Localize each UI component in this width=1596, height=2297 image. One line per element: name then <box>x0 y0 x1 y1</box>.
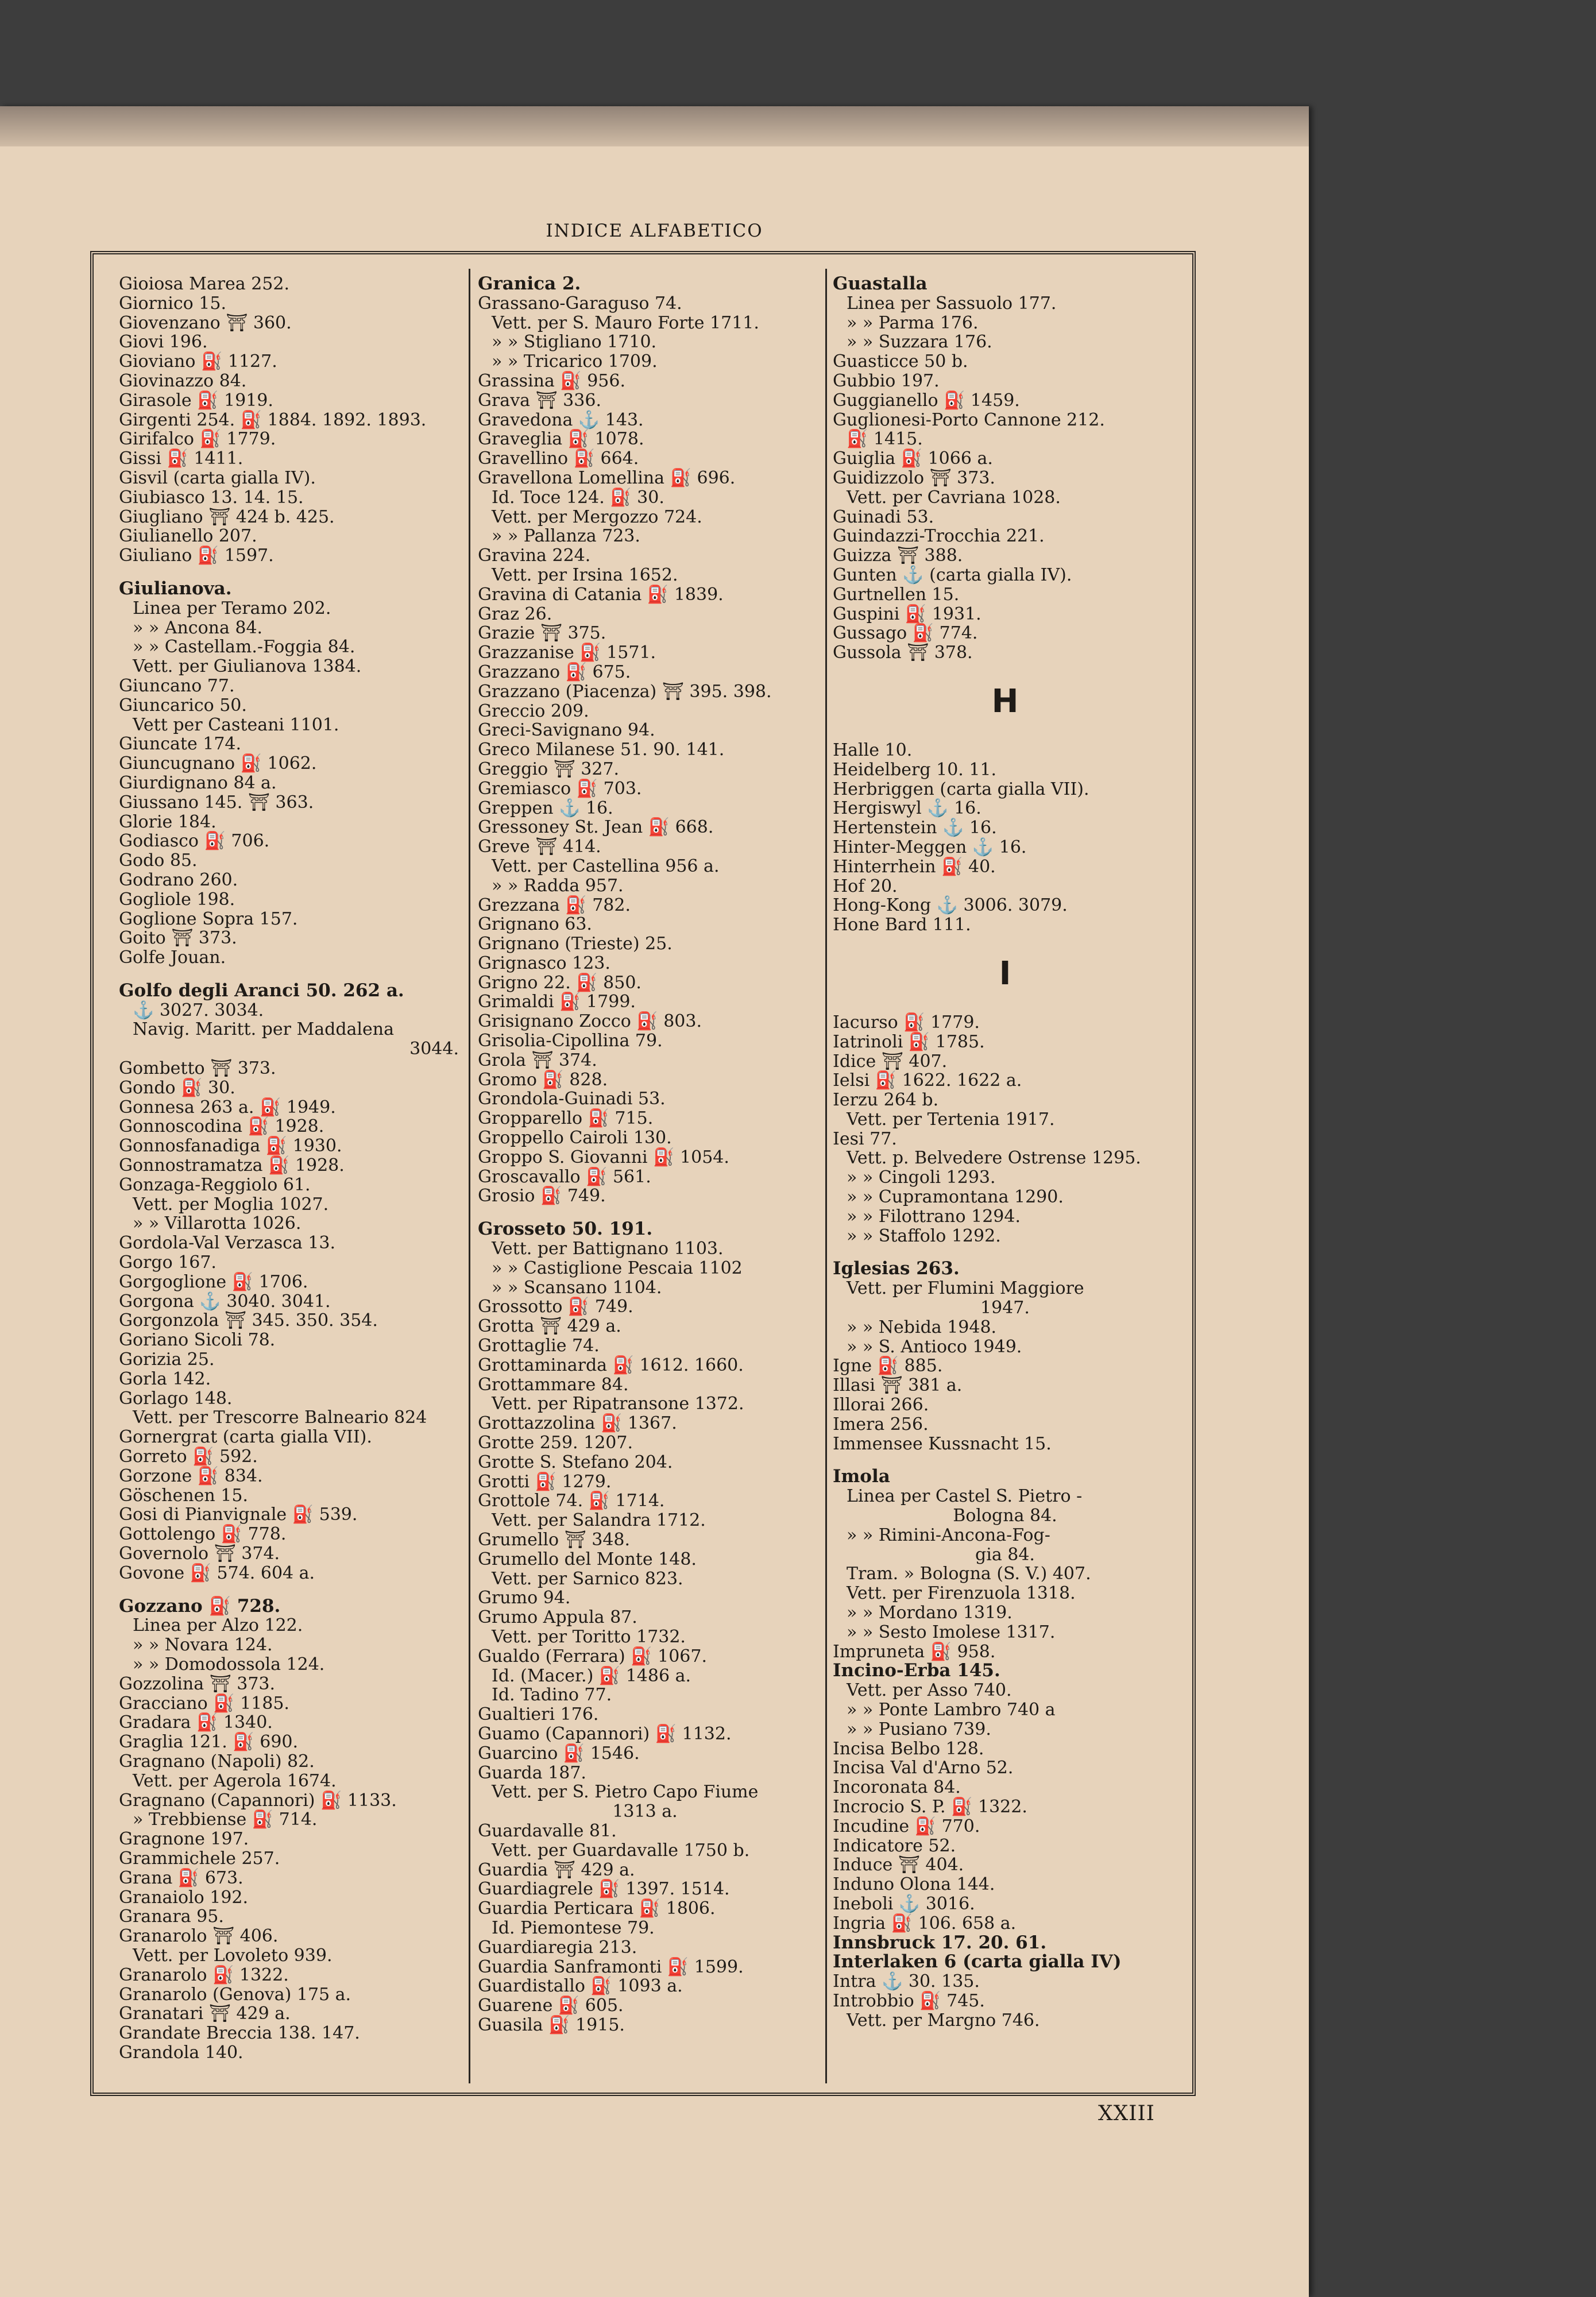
index-entry: Gussago ⛽ 774. <box>833 623 978 644</box>
index-entry: Grignasco 123. <box>478 953 610 973</box>
index-entry: Gragnano (Capannori) ⛽ 1133. <box>119 1790 397 1811</box>
index-entry: Grandate Breccia 138. 147. <box>119 2023 360 2044</box>
index-heading: Innsbruck 17. 20. 61. <box>833 1932 1047 1953</box>
index-entry: Gonnoscodina ⛽ 1928. <box>119 1116 324 1137</box>
index-column-2 <box>478 274 812 2035</box>
index-entry: Guglionesi-Porto Cannone 212. <box>833 409 1105 430</box>
index-entry: Vett. per Trescorre Balneario 824 <box>133 1407 427 1428</box>
index-entry: Giovi 196. <box>119 332 208 353</box>
index-entry: Giuncate 174. <box>119 734 242 755</box>
index-entry: Vett. per Flumini Maggiore <box>847 1278 1084 1299</box>
index-entry: Tram. » Bologna (S. V.) 407. <box>847 1564 1091 1584</box>
index-entry: » » Parma 176. <box>847 312 979 333</box>
index-entry: Giovenzano ⛩ 360. <box>119 312 292 333</box>
index-entry: Gualtieri 176. <box>478 1704 599 1725</box>
index-entry: » Trebbiense ⛽ 714. <box>133 1809 318 1830</box>
index-entry: Introbbio ⛽ 745. <box>833 1990 985 2011</box>
index-entry: Induce ⛩ 404. <box>833 1855 964 1876</box>
index-entry: Vett. per Asso 740. <box>847 1680 1012 1701</box>
index-entry: Linea per Sassuolo 177. <box>847 293 1057 314</box>
index-entry: Gisvil (carta gialla IV). <box>119 467 316 488</box>
index-entry: » » Sesto Imolese 1317. <box>847 1622 1056 1642</box>
index-entry: Iesi 77. <box>833 1128 897 1149</box>
index-heading: Interlaken 6 (carta gialla IV) <box>833 1951 1122 1973</box>
index-entry: Vett. per Giulianova 1384. <box>133 656 362 677</box>
index-entry: Vett. per Toritto 1732. <box>492 1626 686 1647</box>
index-entry: Gracciano ⛽ 1185. <box>119 1693 289 1714</box>
index-entry: Guardavalle 81. <box>478 1820 617 1841</box>
index-heading: Grosseto 50. 191. <box>478 1219 653 1240</box>
index-entry: Giurdignano 84 a. <box>119 772 277 793</box>
entry-spacer <box>833 1453 1177 1467</box>
index-entry: Hone Bard 111. <box>833 915 971 935</box>
index-entry: Giuncano 77. <box>119 675 235 696</box>
index-entry: Groppello Cairoli 130. <box>478 1128 672 1148</box>
index-entry: Groppo S. Giovanni ⛽ 1054. <box>478 1147 729 1167</box>
page-number: XXIII <box>1098 2102 1155 2125</box>
index-entry: Navig. Maritt. per Maddalena <box>133 1019 394 1040</box>
index-entry: Gropparello ⛽ 715. <box>478 1108 654 1129</box>
index-entry: Gravellino ⛽ 664. <box>478 448 639 469</box>
index-entry: Greco Milanese 51. 90. 141. <box>478 740 725 760</box>
index-entry: Gioviano ⛽ 1127. <box>119 351 277 372</box>
index-entry: Giuliano ⛽ 1597. <box>119 546 274 566</box>
index-entry: Ingria ⛽ 106. 658 a. <box>833 1913 1017 1933</box>
index-entry: Guspini ⛽ 1931. <box>833 604 981 624</box>
index-entry: Ierzu 264 b. <box>833 1090 939 1111</box>
index-entry: » » Filottrano 1294. <box>847 1206 1021 1227</box>
index-entry: Guarda 187. <box>478 1762 586 1783</box>
index-entry: Grola ⛩ 374. <box>478 1050 597 1070</box>
index-entry: » » Ancona 84. <box>133 617 263 638</box>
index-entry: Gonzaga-Reggiolo 61. <box>119 1174 311 1195</box>
index-entry: Grazzano ⛽ 675. <box>478 662 631 682</box>
index-entry: Gorla 142. <box>119 1368 211 1389</box>
index-entry: Gottolengo ⛽ 778. <box>119 1524 287 1545</box>
index-entry: Grazie ⛩ 375. <box>478 623 606 644</box>
index-entry: » » Domodossola 124. <box>133 1654 325 1675</box>
index-entry: Goriano Sicoli 78. <box>119 1330 276 1351</box>
index-entry: Grumo Appula 87. <box>478 1607 637 1628</box>
index-entry: Ielsi ⛽ 1622. 1622 a. <box>833 1070 1022 1091</box>
index-entry: Grumo 94. <box>478 1588 571 1608</box>
index-entry: Vett. per Ripatransone 1372. <box>492 1394 744 1414</box>
index-entry: Vett. per S. Mauro Forte 1711. <box>492 312 759 333</box>
index-entry: Gravina 224. <box>478 546 591 566</box>
index-entry: Godiasco ⛽ 706. <box>119 831 270 852</box>
index-entry: » » Suzzara 176. <box>847 332 992 353</box>
index-entry: Illorai 266. <box>833 1395 929 1416</box>
index-entry: Granarolo ⛽ 1322. <box>119 1965 289 1985</box>
index-entry: Incudine ⛽ 770. <box>833 1816 980 1836</box>
index-entry: Göschenen 15. <box>119 1485 248 1506</box>
index-entry: Gualdo (Ferrara) ⛽ 1067. <box>478 1646 708 1666</box>
index-entry: Grotte 259. 1207. <box>478 1433 633 1453</box>
column-divider <box>469 269 470 2083</box>
index-entry: Gondo ⛽ 30. <box>119 1077 235 1098</box>
index-entry: Guardia ⛩ 429 a. <box>478 1859 635 1880</box>
index-entry: gia 84. <box>975 1544 1035 1565</box>
index-entry: Grondola-Guinadi 53. <box>478 1089 666 1109</box>
index-entry: Guasila ⛽ 1915. <box>478 2014 625 2035</box>
index-entry: » » Pusiano 739. <box>847 1719 991 1739</box>
index-entry: ⛽ 1415. <box>847 429 923 450</box>
index-entry: Gravellona Lomellina ⛽ 696. <box>478 467 736 488</box>
index-entry: Gubbio 197. <box>833 370 940 391</box>
index-entry: Vett. per Sarnico 823. <box>492 1568 683 1589</box>
index-entry: Giuncugnano ⛽ 1062. <box>119 753 317 774</box>
index-entry: Gorgo 167. <box>119 1252 217 1273</box>
index-entry: » » S. Antioco 1949. <box>847 1336 1022 1357</box>
index-entry: » » Tricarico 1709. <box>492 351 658 372</box>
index-heading: Giulianova. <box>119 578 232 599</box>
index-entry: Linea per Teramo 202. <box>133 598 331 618</box>
index-entry: Guindazzi-Trocchia 221. <box>833 526 1045 547</box>
index-entry: Gonnesa 263 a. ⛽ 1949. <box>119 1097 336 1117</box>
index-entry: Granarolo ⛩ 406. <box>119 1926 279 1947</box>
index-entry: Gornergrat (carta gialla VII). <box>119 1427 372 1448</box>
index-entry: Granatari ⛩ 429 a. <box>119 2004 291 2024</box>
entry-spacer <box>478 1206 812 1220</box>
index-entry: » » Cupramontana 1290. <box>847 1187 1064 1208</box>
index-entry: Grignano 63. <box>478 914 592 935</box>
index-entry: Gravedona ⚓ 143. <box>478 409 644 430</box>
index-entry: Gorreto ⛽ 592. <box>119 1447 258 1467</box>
index-entry: 1947. <box>980 1298 1030 1318</box>
index-entry: Gradara ⛽ 1340. <box>119 1712 273 1733</box>
index-entry: Grumello del Monte 148. <box>478 1549 697 1569</box>
index-entry: Vett. per Mergozzo 724. <box>492 506 702 527</box>
index-entry: Guardiagrele ⛽ 1397. 1514. <box>478 1879 730 1900</box>
index-entry: Vett. per Agerola 1674. <box>133 1770 337 1791</box>
entry-spacer <box>833 1246 1177 1259</box>
index-entry: Vett. p. Belvedere Ostrense 1295. <box>847 1148 1141 1169</box>
index-entry: Golfe Jouan. <box>119 948 226 968</box>
index-entry: Granaiolo 192. <box>119 1887 249 1908</box>
index-entry: Imera 256. <box>833 1414 929 1434</box>
index-entry: Guarene ⛽ 605. <box>478 1996 624 2016</box>
index-heading: Granica 2. <box>478 273 581 294</box>
index-heading: Incino-Erba 145. <box>833 1660 1000 1681</box>
index-entry: Gombetto ⛩ 373. <box>119 1058 276 1079</box>
index-entry: Girasole ⛽ 1919. <box>119 390 273 411</box>
index-entry: Granarolo (Genova) 175 a. <box>119 1984 351 2005</box>
index-entry: Godrano 260. <box>119 869 238 890</box>
index-entry: Incisa Belbo 128. <box>833 1738 984 1759</box>
index-entry: Giulianello 207. <box>119 526 257 547</box>
index-entry: Iacurso ⛽ 1779. <box>833 1012 980 1033</box>
index-entry: Gissi ⛽ 1411. <box>119 448 244 469</box>
index-entry: Grava ⛩ 336. <box>478 390 601 411</box>
index-entry: Giubiasco 13. 14. 15. <box>119 487 304 508</box>
index-entry: Vett. per Lovoleto 939. <box>133 1945 333 1966</box>
index-entry: Gioiosa Marea 252. <box>119 274 290 294</box>
index-entry: Hinter-Meggen ⚓ 16. <box>833 837 1027 857</box>
index-entry: Vett. per Tertenia 1917. <box>847 1109 1055 1130</box>
index-entry: Grassina ⛽ 956. <box>478 370 626 391</box>
index-entry: Grottazzolina ⛽ 1367. <box>478 1413 677 1434</box>
index-entry: Gorlago 148. <box>119 1388 233 1409</box>
index-entry: Grottaminarda ⛽ 1612. 1660. <box>478 1355 744 1375</box>
index-entry: Id. Toce 124. ⛽ 30. <box>492 487 664 508</box>
index-entry: Greci-Savignano 94. <box>478 720 655 741</box>
index-entry: Grosio ⛽ 749. <box>478 1186 606 1206</box>
index-entry: Grotte S. Stefano 204. <box>478 1452 673 1472</box>
index-entry: » » Castiglione Pescaia 1102 <box>492 1258 743 1278</box>
index-entry: Ineboli ⚓ 3016. <box>833 1893 975 1914</box>
index-entry: Vett. per Moglia 1027. <box>133 1194 329 1215</box>
index-heading: Guastalla <box>833 273 928 294</box>
index-entry: Godo 85. <box>119 850 198 871</box>
index-entry: Gordola-Val Verzasca 13. <box>119 1233 336 1254</box>
index-entry: Grotti ⛽ 1279. <box>478 1471 612 1492</box>
index-entry: Giornico 15. <box>119 293 226 314</box>
index-entry: Linea per Alzo 122. <box>133 1615 303 1636</box>
index-entry: » » Scansano 1104. <box>492 1277 662 1298</box>
index-entry: Iatrinoli ⛽ 1785. <box>833 1031 985 1052</box>
index-entry: » » Rimini-Ancona-Fog- <box>847 1525 1050 1545</box>
index-entry: » » Staffolo 1292. <box>847 1225 1001 1246</box>
index-entry: Gromo ⛽ 828. <box>478 1069 608 1090</box>
index-entry: Hergiswyl ⚓ 16. <box>833 798 981 819</box>
index-entry: Grazzano (Piacenza) ⛩ 395. 398. <box>478 681 772 702</box>
section-letter: I <box>999 954 1011 992</box>
index-entry: Grandola 140. <box>119 2042 244 2063</box>
index-entry: Incrocio S. P. ⛽ 1322. <box>833 1796 1027 1817</box>
index-entry: Gragnone 197. <box>119 1829 249 1850</box>
index-entry: Grumello ⛩ 348. <box>478 1530 631 1550</box>
index-entry: Gogliole 198. <box>119 889 235 910</box>
index-entry: Greppen ⚓ 16. <box>478 798 613 818</box>
index-entry: Gremiasco ⛽ 703. <box>478 778 642 799</box>
index-entry: Gorzone ⛽ 834. <box>119 1465 263 1486</box>
index-entry: Groscavallo ⛽ 561. <box>478 1166 651 1187</box>
index-entry: Halle 10. <box>833 740 913 760</box>
index-entry: Gosi di Pianvignale ⛽ 539. <box>119 1505 358 1525</box>
index-entry: Guidizzolo ⛩ 373. <box>833 467 995 488</box>
index-entry: Glorie 184. <box>119 811 217 832</box>
index-column-1 <box>119 274 459 2063</box>
index-heading: Golfo degli Aranci 50. 262 a. <box>119 980 404 1001</box>
index-entry: Gunten ⚓ (carta gialla IV). <box>833 564 1072 585</box>
index-entry: Grisignano Zocco ⛽ 803. <box>478 1011 702 1032</box>
index-entry: Gonnosfanadiga ⛽ 1930. <box>119 1136 342 1157</box>
index-entry: ⚓ 3027. 3034. <box>133 1000 264 1020</box>
index-entry: Guggianello ⛽ 1459. <box>833 390 1020 411</box>
index-entry: Gorgona ⚓ 3040. 3041. <box>119 1291 331 1312</box>
index-entry: Bologna 84. <box>953 1506 1057 1526</box>
index-entry: Gozzolina ⛩ 373. <box>119 1673 276 1694</box>
index-heading: Iglesias 263. <box>833 1258 960 1279</box>
index-entry: Girgenti 254. ⛽ 1884. 1892. 1893. <box>119 409 427 430</box>
index-entry: Graveglia ⛽ 1078. <box>478 429 644 450</box>
entry-spacer <box>119 1583 459 1597</box>
index-entry: Goglione Sopra 157. <box>119 908 298 929</box>
index-entry: » » Radda 957. <box>492 875 624 896</box>
index-entry: » » Novara 124. <box>133 1635 273 1656</box>
index-entry: Grisolia-Cipollina 79. <box>478 1031 663 1051</box>
index-entry: Vett. per Margno 746. <box>847 2010 1040 2031</box>
index-entry: Vett. per Guardavalle 1750 b. <box>492 1840 750 1861</box>
index-column-3 <box>833 274 1177 2031</box>
index-entry: Immensee Kussnacht 15. <box>833 1433 1052 1454</box>
index-entry: Vett. per Salandra 1712. <box>492 1510 706 1531</box>
section-letter: H <box>991 682 1019 720</box>
index-entry: Greve ⛩ 414. <box>478 837 601 857</box>
index-entry: » » Stigliano 1710. <box>492 332 657 353</box>
index-entry: Greggio ⛩ 327. <box>478 759 620 779</box>
index-entry: Grezzana ⛽ 782. <box>478 895 631 915</box>
index-entry: Linea per Castel S. Pietro - <box>847 1486 1083 1507</box>
index-entry: Hertenstein ⚓ 16. <box>833 818 997 838</box>
index-entry: Indicatore 52. <box>833 1835 956 1856</box>
index-entry: Guardistallo ⛽ 1093 a. <box>478 1976 683 1997</box>
index-entry: Guardia Perticara ⛽ 1806. <box>478 1898 716 1919</box>
index-entry: Giugliano ⛩ 424 b. 425. <box>119 506 335 527</box>
index-entry: Gonnostramatza ⛽ 1928. <box>119 1155 345 1176</box>
index-entry: Induno Olona 144. <box>833 1874 995 1895</box>
index-entry: Vett. per Cavriana 1028. <box>847 487 1061 508</box>
index-entry: Giuncarico 50. <box>119 695 247 716</box>
index-entry: Grossotto ⛽ 749. <box>478 1297 633 1317</box>
index-entry: » » Nebida 1948. <box>847 1317 997 1337</box>
index-entry: Id. Piemontese 79. <box>492 1917 655 1938</box>
index-entry: Govone ⛽ 574. 604 a. <box>119 1563 315 1583</box>
index-entry: Impruneta ⛽ 958. <box>833 1641 996 1662</box>
index-entry: Grottaglie 74. <box>478 1336 600 1356</box>
index-entry: Graglia 121. ⛽ 690. <box>119 1732 299 1753</box>
index-entry: Hinterrhein ⛽ 40. <box>833 856 996 877</box>
index-entry: Gurtnellen 15. <box>833 584 960 605</box>
index-entry: Grotta ⛩ 429 a. <box>478 1316 621 1337</box>
index-entry: Hof 20. <box>833 876 898 896</box>
index-entry: Incisa Val d'Arno 52. <box>833 1758 1014 1778</box>
index-entry: Gorgoglione ⛽ 1706. <box>119 1271 308 1292</box>
page-title: INDICE ALFABETICO <box>546 221 763 241</box>
index-entry: Grottammare 84. <box>478 1374 629 1395</box>
index-entry: Grassano-Garaguso 74. <box>478 293 682 314</box>
index-entry: Gravina di Catania ⛽ 1839. <box>478 584 724 605</box>
index-entry: Governolo ⛩ 374. <box>119 1544 280 1564</box>
page-top-edge <box>0 106 1309 146</box>
index-entry: Heidelberg 10. 11. <box>833 759 997 780</box>
index-entry: Gussola ⛩ 378. <box>833 643 973 663</box>
index-entry: Herbriggen (carta gialla VII). <box>833 779 1089 799</box>
column-divider <box>825 269 827 2083</box>
index-entry: » » Castellam.-Foggia 84. <box>133 637 355 658</box>
index-entry: Guiglia ⛽ 1066 a. <box>833 448 993 469</box>
index-entry: Guarcino ⛽ 1546. <box>478 1743 640 1764</box>
index-entry: Grammichele 257. <box>119 1848 280 1869</box>
index-entry: » » Cingoli 1293. <box>847 1167 996 1188</box>
index-entry: Girifalco ⛽ 1779. <box>119 429 276 450</box>
index-entry: Incoronata 84. <box>833 1777 961 1798</box>
index-entry: Grana ⛽ 673. <box>119 1867 244 1888</box>
index-entry: Grottole 74. ⛽ 1714. <box>478 1491 665 1511</box>
index-entry: Vett. per S. Pietro Capo Fiume <box>492 1782 759 1803</box>
index-entry: Granara 95. <box>119 1907 224 1927</box>
index-entry: Vett. per Castellina 956 a. <box>492 856 720 876</box>
index-entry: Guardia Sanframonti ⛽ 1599. <box>478 1956 744 1977</box>
index-entry: Gorgonzola ⛩ 345. 350. 354. <box>119 1310 378 1331</box>
index-entry: » » Mordano 1319. <box>847 1603 1013 1623</box>
index-entry: Giovinazzo 84. <box>119 370 247 391</box>
index-entry: » » Ponte Lambro 740 a <box>847 1700 1056 1720</box>
index-heading: Gozzano ⛽ 728. <box>119 1595 281 1617</box>
index-entry: Gragnano (Napoli) 82. <box>119 1751 315 1772</box>
index-entry: Vett. per Battignano 1103. <box>492 1239 724 1259</box>
index-entry: Gorizia 25. <box>119 1349 215 1370</box>
index-entry: Grignano (Trieste) 25. <box>478 934 673 954</box>
index-entry: Guardiaregia 213. <box>478 1937 637 1958</box>
index-entry: Idice ⛩ 407. <box>833 1051 948 1072</box>
index-entry: Guasticce 50 b. <box>833 351 968 372</box>
index-entry: » » Villarotta 1026. <box>133 1213 302 1234</box>
index-entry: Guinadi 53. <box>833 506 934 527</box>
index-entry: Illasi ⛩ 381 a. <box>833 1375 963 1396</box>
index-entry: 3044. <box>409 1039 459 1059</box>
index-entry: Vett per Casteani 1101. <box>133 714 339 735</box>
index-entry: Giussano 145. ⛩ 363. <box>119 792 314 813</box>
index-entry: Guamo (Capannori) ⛽ 1132. <box>478 1723 732 1744</box>
index-entry: Id. Tadino 77. <box>492 1685 612 1706</box>
index-heading: Imola <box>833 1466 890 1487</box>
index-entry: Goito ⛩ 373. <box>119 928 237 949</box>
index-entry: 1313 a. <box>612 1801 678 1822</box>
index-entry: Vett. per Firenzuola 1318. <box>847 1583 1076 1604</box>
index-entry: Grazzanise ⛽ 1571. <box>478 643 656 663</box>
index-entry: Hong-Kong ⚓ 3006. 3079. <box>833 895 1068 916</box>
index-entry: Id. (Macer.) ⛽ 1486 a. <box>492 1665 691 1686</box>
index-entry: Gressoney St. Jean ⛽ 668. <box>478 817 714 838</box>
index-entry: » » Pallanza 723. <box>492 526 640 547</box>
index-entry: Greccio 209. <box>478 701 589 721</box>
entry-spacer <box>119 566 459 579</box>
entry-spacer <box>119 968 459 981</box>
index-entry: Graz 26. <box>478 604 552 624</box>
index-entry: Intra ⚓ 30. 135. <box>833 1971 980 1992</box>
index-entry: Grimaldi ⛽ 1799. <box>478 992 636 1012</box>
index-entry: Igne ⛽ 885. <box>833 1356 943 1376</box>
index-entry: Guizza ⛩ 388. <box>833 546 963 566</box>
index-entry: Grigno 22. ⛽ 850. <box>478 972 642 993</box>
index-entry: Vett. per Irsina 1652. <box>492 564 678 585</box>
